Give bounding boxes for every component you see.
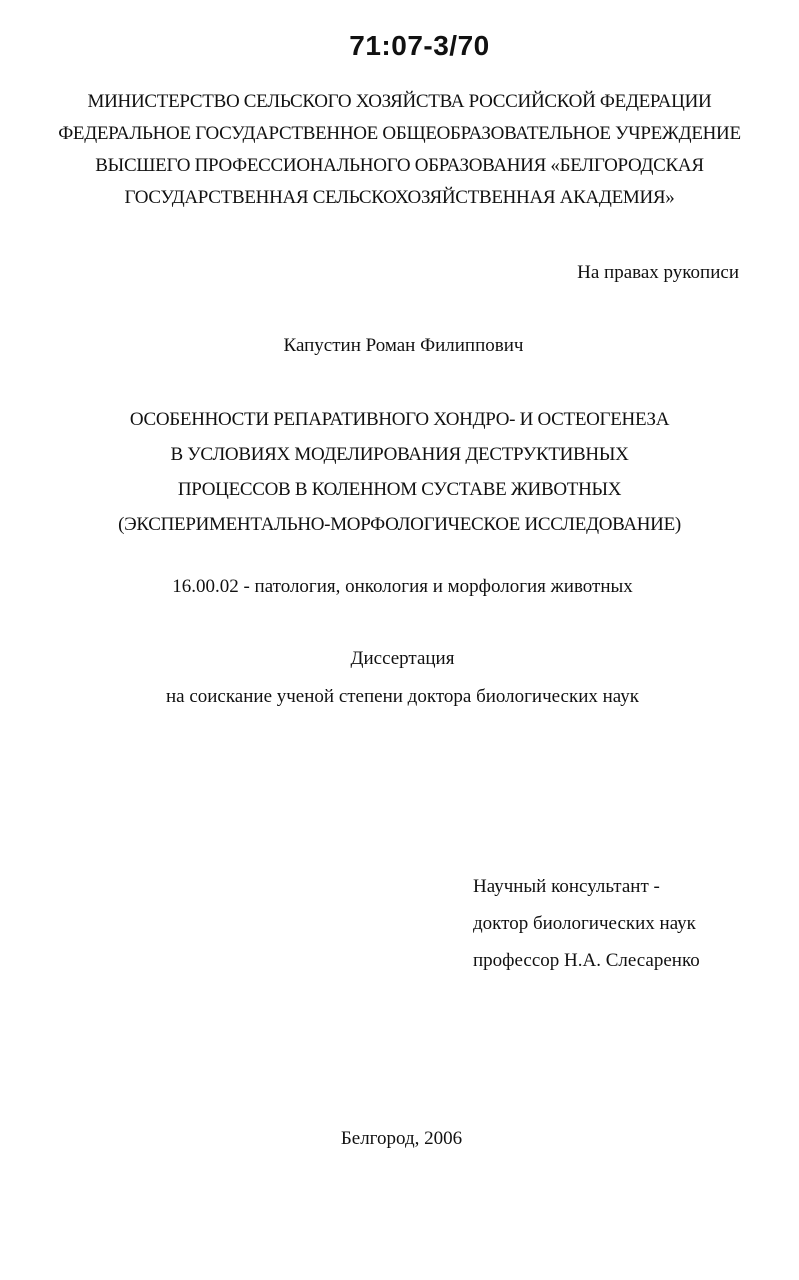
consultant-line: Научный консультант -	[473, 876, 660, 897]
consultant-line: доктор биологических наук	[473, 913, 696, 934]
city-year: Белгород, 2006	[340, 1128, 463, 1149]
organization-line: ФЕДЕРАЛЬНОЕ ГОСУДАРСТВЕННОЕ ОБЩЕОБРАЗОВАТЕЛЬНОЕ УЧРЕЖДЕНИЕ	[58, 123, 741, 144]
title-line: ОСОБЕННОСТИ РЕПАРАТИВНОГО ХОНДРО- И ОСТЕОГЕНЕЗА	[129, 409, 670, 430]
title-line: (ЭКСПЕРИМЕНТАЛЬНО-МОРФОЛОГИЧЕСКОЕ ИССЛЕДОВАНИЕ)	[118, 514, 681, 535]
organization-line: ВЫСШЕГО ПРОФЕССИОНАЛЬНОГО ОБРАЗОВАНИЯ «БЕЛГОРОДСКАЯ	[95, 155, 704, 176]
title-line: В УСЛОВИЯХ МОДЕЛИРОВАНИЯ ДЕСТРУКТИВНЫХ	[170, 444, 629, 465]
dissertation-title	[0, 402, 799, 542]
title-line: ПРОЦЕССОВ В КОЛЕННОМ СУСТАВЕ ЖИВОТНЫХ	[177, 479, 622, 500]
organization-line: МИНИСТЕРСТВО СЕЛЬСКОГО ХОЗЯЙСТВА РОССИЙСКОЙ ФЕДЕРАЦИИ	[87, 91, 712, 112]
dissertation-type: Диссертация	[350, 648, 455, 669]
registry-code: 71:07-3/70	[349, 30, 490, 61]
organization-line: ГОСУДАРСТВЕННАЯ СЕЛЬСКОХОЗЯЙСТВЕННАЯ АКАДЕМИЯ»	[124, 187, 675, 208]
dissertation-degree: на соискание ученой степени доктора биологических наук	[165, 686, 640, 707]
rights-note: На правах рукописи	[577, 262, 739, 283]
consultant-line: профессор Н.А. Слесаренко	[473, 950, 700, 971]
scientific-consultant	[473, 868, 700, 979]
author-name: Капустин Роман Филиппович	[283, 335, 524, 356]
specialty-code: 16.00.02 - патология, онкология и морфология животных	[172, 576, 633, 597]
organization-header	[0, 86, 799, 214]
